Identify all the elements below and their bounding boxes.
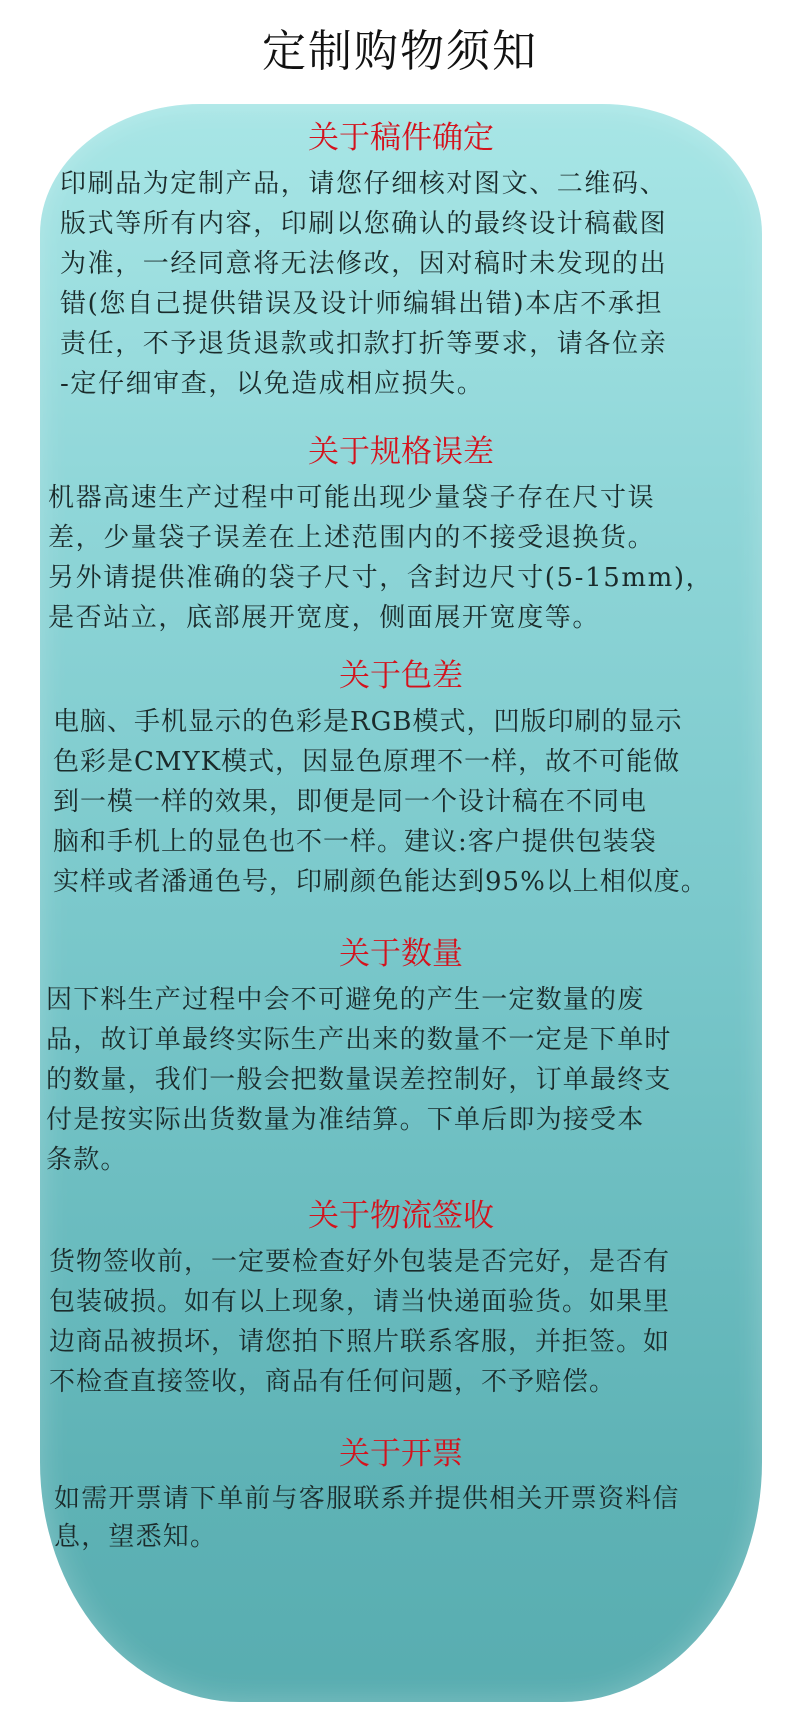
text-line: 版式等所有内容，印刷以您确认的最终设计稿截图 xyxy=(60,209,668,239)
text-line: 印刷品为定制产品，请您仔细核对图文、二维码、 xyxy=(60,169,668,199)
text-line: 电脑、手机显示的色彩是RGB模式，凹版印刷的显示 xyxy=(53,707,683,737)
section-heading-logistics: 关于物流签收 xyxy=(308,1198,494,1234)
section-heading-size-tolerance: 关于规格误差 xyxy=(308,434,494,470)
section-body-size-tolerance xyxy=(48,478,713,638)
text-line: 为准，一经同意将无法修改，因对稿时未发现的出 xyxy=(60,249,668,279)
section-body-quantity xyxy=(46,980,672,1180)
section-body-artwork xyxy=(60,164,667,404)
text-line: 到一模一样的效果，即便是同一个设计稿在不同电 xyxy=(53,787,648,817)
text-line: 责任，不予退货退款或扣款打折等要求，请各位亲 xyxy=(60,329,668,359)
section-body-logistics xyxy=(49,1242,670,1402)
text-line: 包装破损。如有以上现象，请当快递面验货。如果里 xyxy=(49,1287,671,1317)
text-line: 是否站立，底部展开宽度，侧面展开宽度等。 xyxy=(48,603,601,633)
section-body-invoice xyxy=(54,1480,680,1556)
text-line: -定仔细审查，以免造成相应损失。 xyxy=(60,369,485,399)
text-line: 色彩是CMYK模式，因显色原理不一样，故不可能做 xyxy=(53,747,681,777)
page-title: 定制购物须知 xyxy=(262,26,538,77)
text-line: 品，故订单最终实际生产出来的数量不一定是下单时 xyxy=(46,1025,672,1055)
section-heading-quantity: 关于数量 xyxy=(339,936,463,972)
text-line: 另外请提供准确的袋子尺寸，含封边尺寸(5-15mm)， xyxy=(48,563,714,593)
text-line: 因下料生产过程中会不可避免的产生一定数量的废 xyxy=(46,985,645,1015)
text-line: 边商品被损坏，请您拍下照片联系客服，并拒签。如 xyxy=(49,1327,671,1357)
text-line: 的数量，我们一般会把数量误差控制好，订单最终支 xyxy=(46,1065,672,1095)
text-line: 脑和手机上的显色也不一样。建议:客户提供包装袋 xyxy=(53,827,657,857)
section-heading-artwork: 关于稿件确定 xyxy=(308,120,494,156)
text-line: 差，少量袋子误差在上述范围内的不接受退换货。 xyxy=(48,523,656,553)
text-line: 付是按实际出货数量为准结算。下单后即为接受本 xyxy=(46,1105,645,1135)
text-line: 错(您自己提供错误及设计师编辑出错)本店不承担 xyxy=(60,289,664,319)
section-body-color-difference xyxy=(53,702,708,902)
text-line: 不检查直接签收，商品有任何问题，不予赔偿。 xyxy=(49,1367,617,1397)
text-line: 息，望悉知。 xyxy=(54,1522,218,1552)
text-line: 实样或者潘通色号，印刷颜色能达到95%以上相似度。 xyxy=(53,867,708,897)
section-heading-invoice: 关于开票 xyxy=(339,1436,463,1472)
section-heading-color-difference: 关于色差 xyxy=(339,658,463,694)
text-line: 机器高速生产过程中可能出现少量袋子存在尺寸误 xyxy=(48,483,656,513)
text-line: 条款。 xyxy=(46,1145,128,1175)
text-line: 如需开票请下单前与客服联系并提供相关开票资料信 xyxy=(54,1484,680,1514)
text-line: 货物签收前，一定要检查好外包装是否完好，是否有 xyxy=(49,1247,671,1277)
